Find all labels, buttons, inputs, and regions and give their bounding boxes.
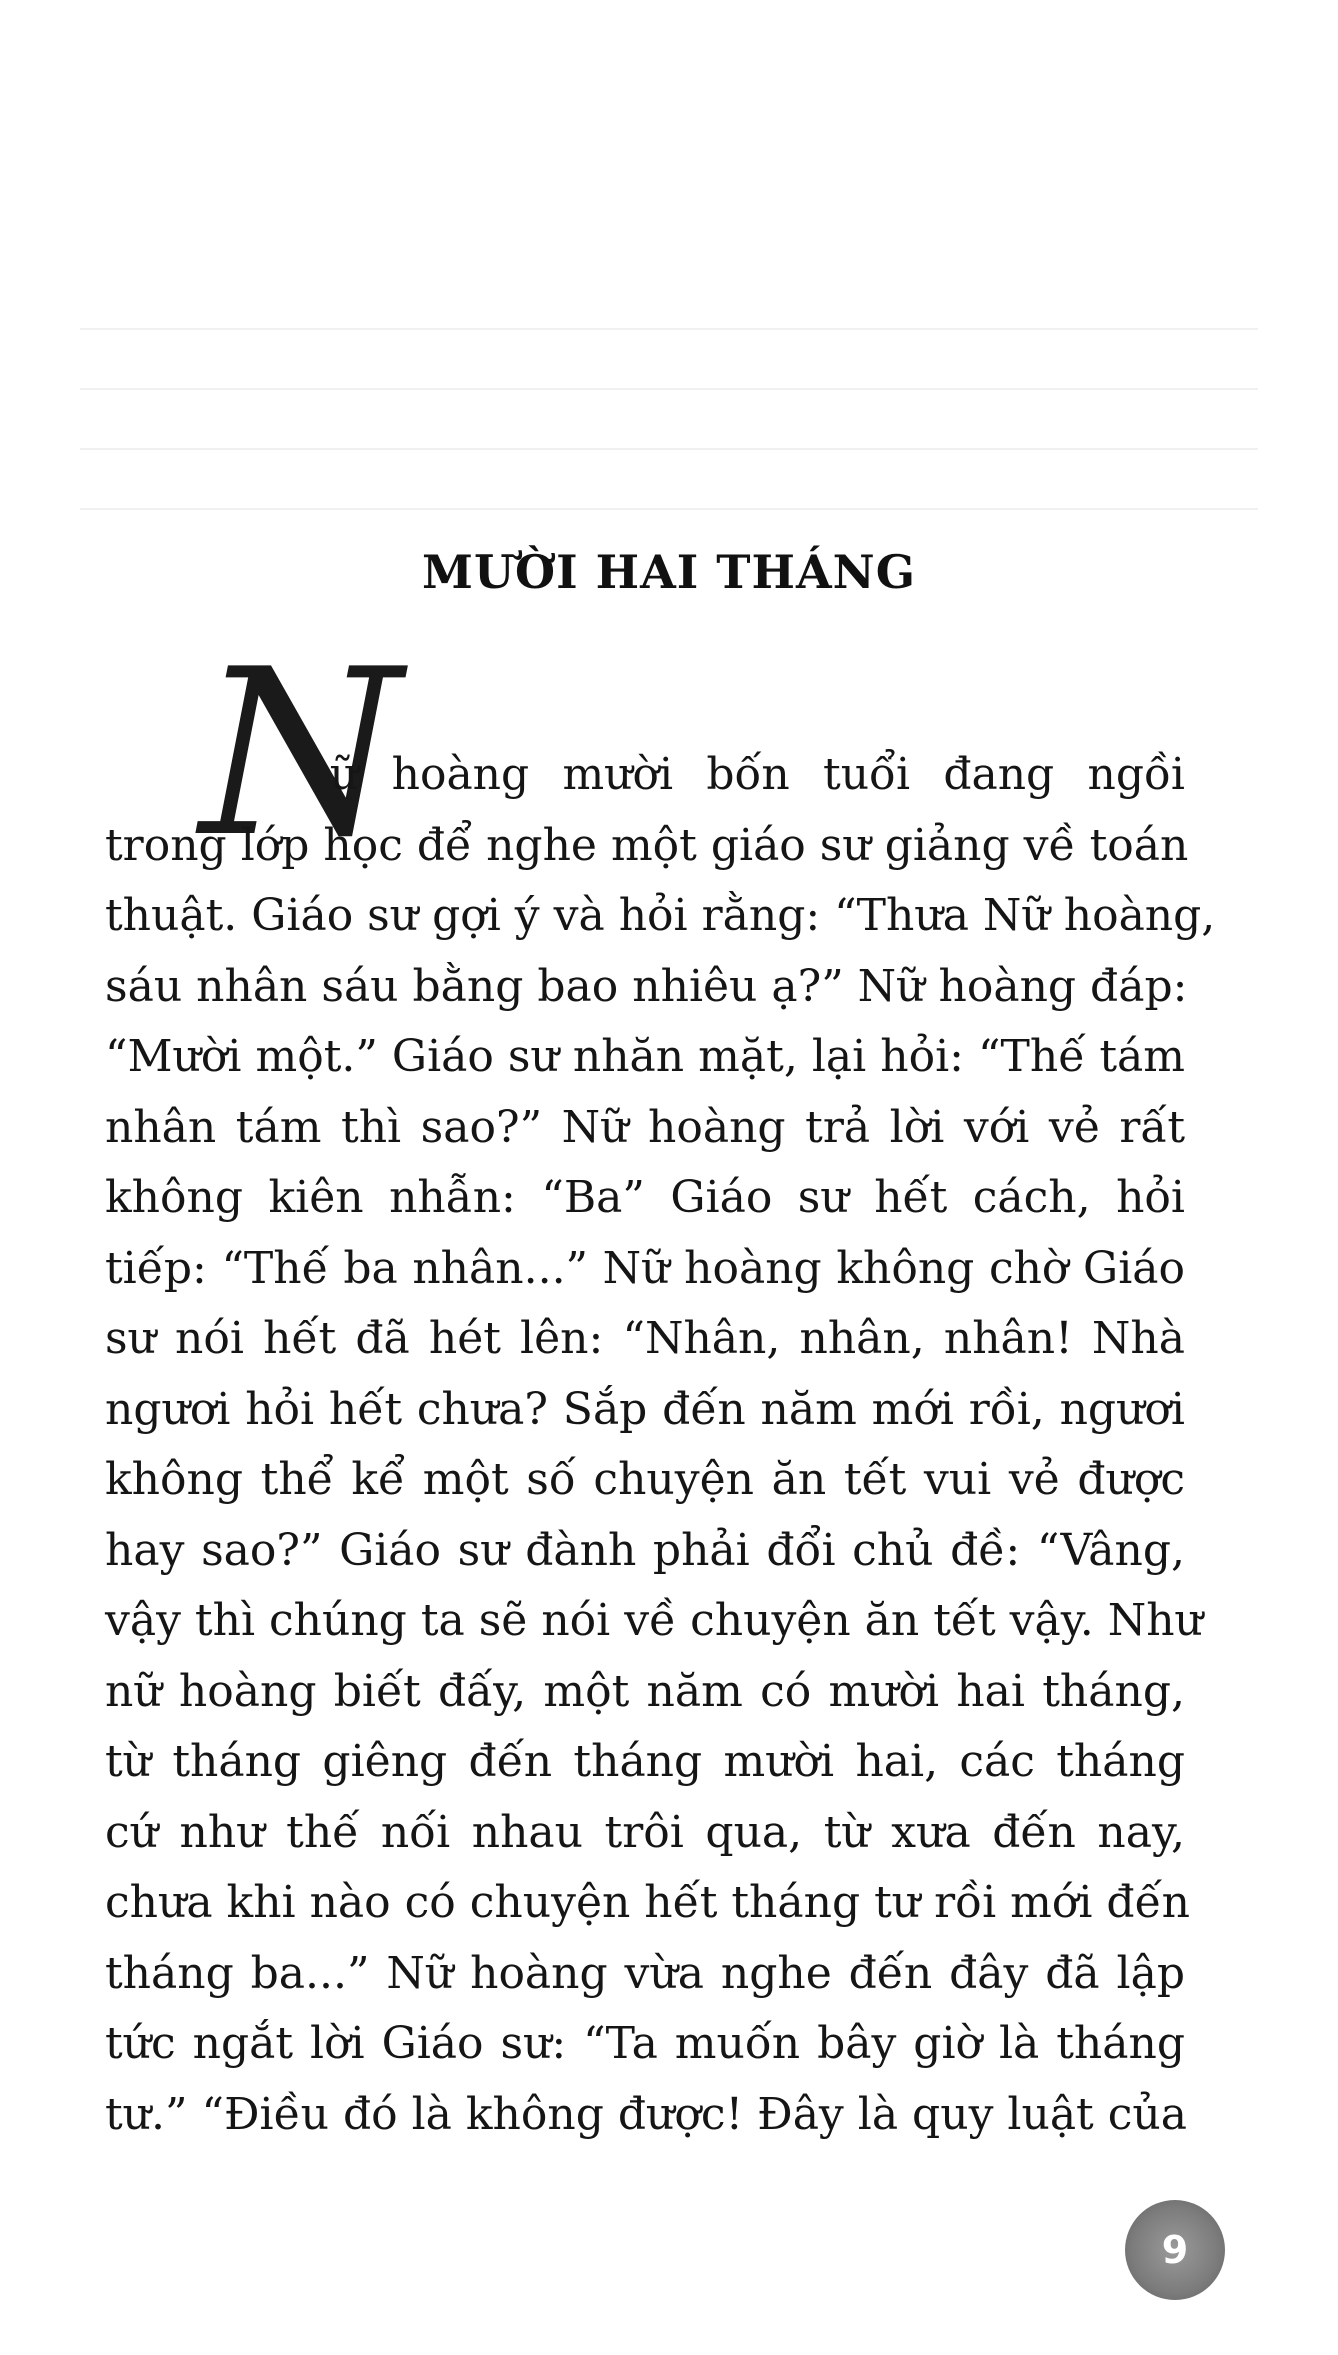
text-line: từ tháng giêng đến tháng mười hai, các tháng — [105, 1736, 1185, 1787]
chapter-title: MƯỜI HAI THÁNG — [421, 545, 917, 599]
text-line: trong lớp học để nghe một giáo sư giảng về toán — [105, 819, 1189, 871]
text-line: chưa khi nào có chuyện hết tháng tư rồi mới đến — [105, 1877, 1190, 1928]
text-line: tháng ba...” Nữ hoàng vừa nghe đến đây đã lập — [105, 1947, 1185, 1999]
text-line: nhân tám thì sao?” Nữ hoàng trả lời với vẻ rất — [105, 1101, 1185, 1153]
text-line: không kiên nhẫn: “Ba” Giáo sư hết cách, hỏi — [105, 1172, 1185, 1223]
story-body — [105, 740, 1216, 2150]
text-line: tư.” “Điều đó là không được! Đây là quy luật của — [105, 2088, 1187, 2140]
page-number: 9 — [1125, 2200, 1225, 2300]
text-line: “Mười một.” Giáo sư nhăn mặt, lại hỏi: “Thế tám — [105, 1031, 1185, 1082]
text-line: sư nói hết đã hét lên: “Nhân, nhân, nhân! Nhà — [105, 1313, 1185, 1364]
text-line: ngươi hỏi hết chưa? Sắp đến năm mới rồi, ngươi — [105, 1383, 1185, 1435]
text-line: vậy thì chúng ta sẽ nói về chuyện ăn tết vậy. Như — [105, 1595, 1203, 1646]
text-line: sáu nhân sáu bằng bao nhiêu ạ?” Nữ hoàng đáp: — [105, 960, 1188, 1012]
text-line: cứ như thế nối nhau trôi qua, từ xưa đến nay, — [105, 1806, 1185, 1858]
text-line: tức ngắt lời Giáo sư: “Ta muốn bây giờ là tháng — [105, 2018, 1185, 2069]
drop-cap: N — [200, 621, 402, 888]
text-line: hay sao?” Giáo sư đành phải đổi chủ đề: “Vâng, — [105, 1524, 1185, 1576]
text-line: ữ hoàng mười bốn tuổi đang ngồi — [330, 749, 1185, 800]
text-line: thuật. Giáo sư gợi ý và hỏi rằng: “Thưa Nữ hoàng, — [105, 890, 1216, 941]
text-line: tiếp: “Thế ba nhân...” Nữ hoàng không chờ Giáo — [105, 1242, 1185, 1294]
text-line: không thể kể một số chuyện ăn tết vui vẻ được — [105, 1454, 1185, 1505]
text-line: nữ hoàng biết đấy, một năm có mười hai tháng, — [105, 1665, 1185, 1717]
